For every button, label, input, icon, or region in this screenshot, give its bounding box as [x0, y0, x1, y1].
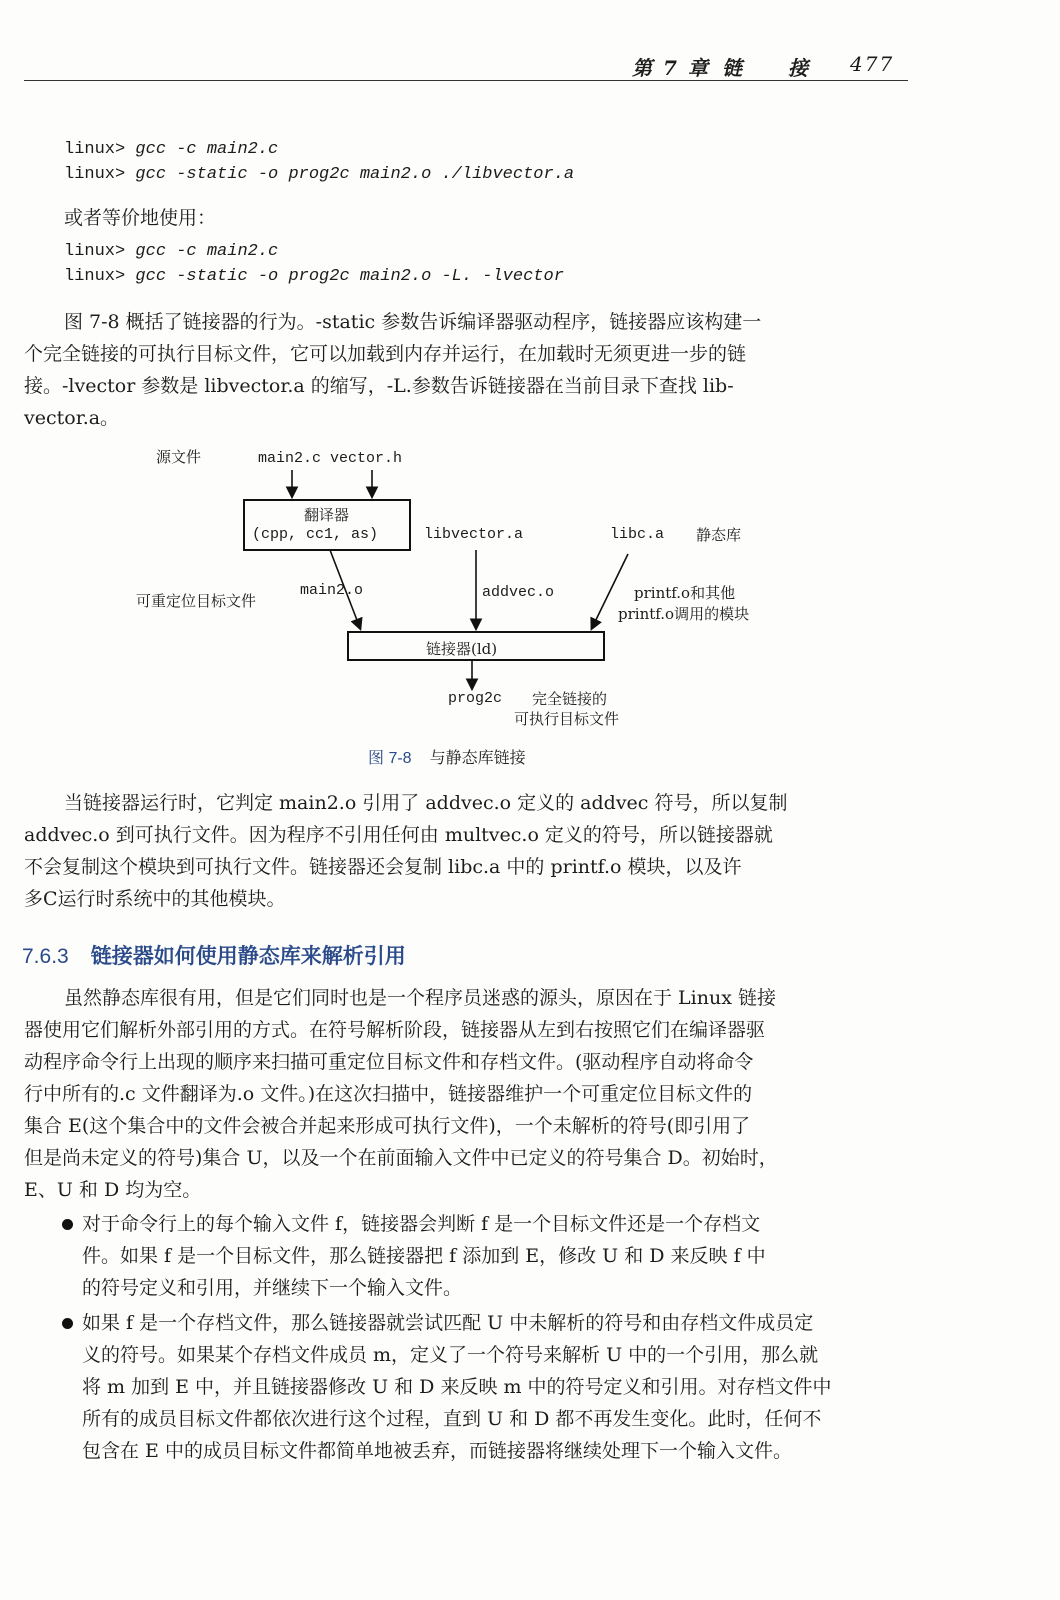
executable-line2: 可执行目标文件 — [514, 710, 620, 728]
page-number: 477 — [850, 52, 895, 76]
input-arrows — [330, 550, 628, 628]
bullet-marker — [62, 1219, 73, 1230]
text-line: 如果 f 是一个存档文件，那么链接器就尝试匹配 U 中未解析的符号和由存档文件成员定 — [82, 1312, 814, 1334]
text-line: 图 7-8 概括了链接器的行为。-static 参数告诉编译器驱动程序，链接器应该构建一 — [64, 311, 762, 333]
section-number: 7.6.3 — [22, 945, 69, 968]
shell-prompt: linux> — [64, 140, 126, 159]
translator-subtitle: (cpp, cc1, as) — [252, 526, 379, 543]
paragraph-static-library-resolution — [24, 982, 778, 1206]
shell-prompt: linux> — [64, 165, 126, 184]
text-line: 对于命令行上的每个输入文件 f，链接器会判断 f 是一个目标文件还是一个存档文 — [82, 1213, 761, 1235]
text-line: E、U 和 D 均为空。 — [24, 1179, 202, 1201]
printf-line2: printf.o调用的模块 — [618, 605, 750, 623]
paragraph-linker-behavior — [24, 787, 788, 915]
static-library-label: 静态库 — [696, 526, 742, 544]
caption-text: 与静态库链接 — [429, 750, 526, 767]
chapter-label: 第 7 章 — [632, 56, 710, 80]
text-line: 义的符号。如果某个存档文件成员 m，定义了一个符号来解析 U 中的一个引用，那么就 — [82, 1344, 819, 1366]
section-heading — [22, 940, 406, 970]
text-line: 不会复制这个模块到可执行文件。链接器还会复制 libc.a 中的 printf.o 模块，以及许 — [24, 856, 742, 878]
linker-label: 链接器(ld) — [426, 640, 498, 658]
relocatable-label: 可重定位目标文件 — [136, 592, 257, 610]
prog2c-label: prog2c — [448, 690, 503, 707]
shell-prompt: linux> — [64, 267, 126, 286]
chapter-title-part1: 链 — [722, 56, 744, 80]
addveco-label: addvec.o — [482, 584, 555, 601]
bullet-marker — [62, 1318, 73, 1329]
text-line: 包含在 E 中的成员目标文件都简单地被丢弃，而链接器将继续处理下一个输入文件。 — [82, 1440, 792, 1462]
paragraph-figure-summary — [24, 306, 761, 434]
text-line: 虽然静态库很有用，但是它们同时也是一个程序员迷惑的源头，原因在于 Linux 链接 — [64, 987, 776, 1009]
bullet-archive-file — [82, 1307, 832, 1467]
executable-line1: 完全链接的 — [532, 690, 608, 708]
text-line: 的符号定义和引用，并继续下一个输入文件。 — [82, 1277, 463, 1299]
section-title: 链接器如何使用静态库来解析引用 — [90, 945, 406, 968]
text-line: 将 m 加到 E 中，并且链接器修改 U 和 D 来反映 m 中的符号定义和引用。对存档文件中 — [82, 1376, 832, 1398]
bullet-object-file — [82, 1208, 766, 1304]
equivalent-note: 或者等价地使用： — [64, 207, 217, 229]
chapter-title-part2: 接 — [788, 56, 810, 80]
text-line: 多C运行时系统中的其他模块。 — [24, 888, 286, 910]
command-line — [64, 267, 564, 286]
text-line: 当链接器运行时，它判定 main2.o 引用了 addvec.o 定义的 addvec 符号，所以复制 — [64, 792, 788, 814]
source-files-label: 源文件 — [156, 448, 202, 466]
caption-number: 图 7-8 — [368, 750, 412, 767]
command-text: gcc -c main2.c — [135, 140, 279, 159]
header-rule — [24, 80, 908, 81]
printf-line1: printf.o和其他 — [634, 584, 736, 602]
main2o-label: main2.o — [300, 582, 364, 599]
text-line: 个完全链接的可执行目标文件，它可以加载到内存并运行，在加载时无须更进一步的链 — [24, 343, 747, 365]
libvector-label: libvector.a — [424, 526, 524, 543]
text-line: 所有的成员目标文件都依次进行这个过程，直到 U 和 D 都不再发生变化。此时，任何不 — [82, 1408, 822, 1430]
translator-title: 翻译器 — [304, 506, 350, 524]
text-line: 件。如果 f 是一个目标文件，那么链接器把 f 添加到 E，修改 U 和 D 来反映 f 中 — [82, 1245, 766, 1267]
libc-label: libc.a — [610, 526, 665, 543]
text-line: 行中所有的.c 文件翻译为.o 文件。)在这次扫描中，链接器维护一个可重定位目标文件的 — [24, 1083, 753, 1105]
text-line: addvec.o 到可执行文件。因为程序不引用任何由 multvec.o 定义的符号，所以链接器就 — [24, 824, 773, 846]
command-line — [64, 242, 278, 261]
command-text: gcc -static -o prog2c main2.o -L. -lvector — [135, 267, 564, 286]
command-line — [64, 165, 574, 184]
text-line: 集合 E(这个集合中的文件会被合并起来形成可执行文件)，一个未解析的符号(即引用了 — [24, 1115, 751, 1137]
text-line: vector.a。 — [24, 407, 120, 429]
text-line: 器使用它们解析外部引用的方式。在符号解析阶段，链接器从左到右按照它们在编译器驱 — [24, 1019, 766, 1041]
figure-caption — [368, 745, 526, 768]
text-line: 动程序命令行上出现的顺序来扫描可重定位目标文件和存档文件。(驱动程序自动将命令 — [24, 1051, 754, 1073]
text-line: 但是尚未定义的符号)集合 U，以及一个在前面输入文件中已定义的符号集合 D。初始时， — [24, 1147, 778, 1169]
text-line: 接。-lvector 参数是 libvector.a 的缩写，-L.参数告诉链接器在当前目录下查找 lib- — [24, 375, 734, 397]
source-files: main2.c vector.h — [258, 450, 403, 467]
command-text: gcc -c main2.c — [135, 242, 279, 261]
command-line — [64, 140, 278, 159]
source-arrows — [292, 470, 372, 496]
command-text: gcc -static -o prog2c main2.o ./libvector.a — [135, 165, 575, 184]
shell-prompt: linux> — [64, 242, 126, 261]
